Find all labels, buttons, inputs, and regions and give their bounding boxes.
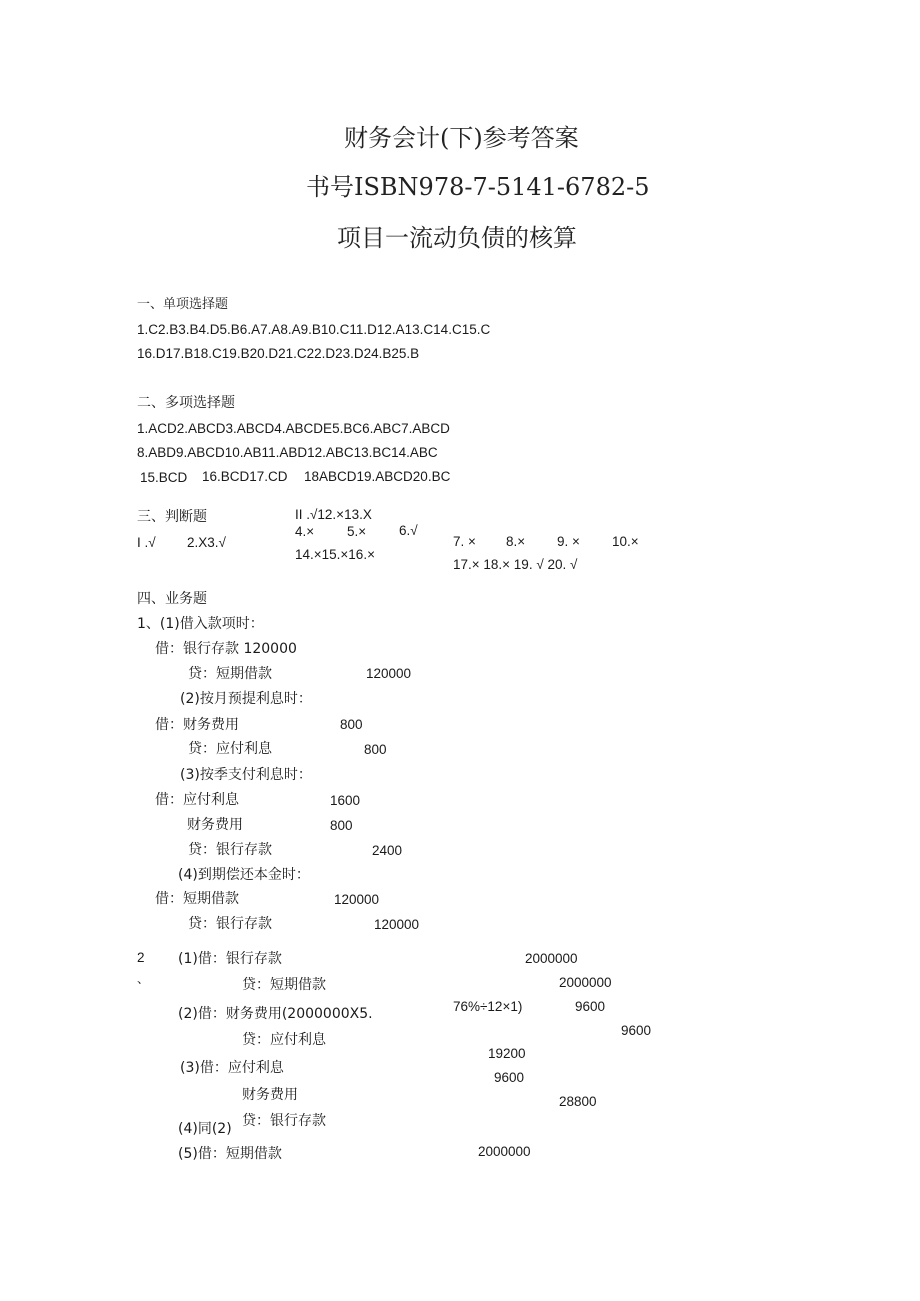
section-heading-business: 四、业务题 (137, 591, 207, 607)
q1-amount-credit-shortloan: 120000 (366, 666, 412, 681)
q2-step3-amount-debit-finexp: 9600 (494, 1070, 525, 1085)
q2-step2-amount-debit: 9600 (575, 999, 606, 1014)
q2-number: 2 (137, 950, 145, 965)
q1-part4-label: (4)到期偿还本金时： (178, 867, 310, 883)
section-heading-true-false: 三、判断题 (137, 509, 207, 525)
q2-step3-amount-credit-bank: 28800 (559, 1094, 597, 1109)
true-false-answer-1: I .√ (137, 535, 156, 550)
q1-amount-debit-shortloan: 120000 (334, 892, 380, 907)
true-false-answer-4: 4.× (295, 524, 315, 539)
q2-step1-credit-shortloan: 贷：短期借款 (242, 977, 326, 993)
section-heading-single-choice: 一、单项选择题 (137, 297, 229, 312)
q1-amount-credit-bank: 2400 (372, 843, 403, 858)
true-false-answer-5: 5.× (347, 524, 367, 539)
true-false-answer-7: 7. × (453, 534, 476, 549)
q2-number-mark: 、 (137, 972, 150, 986)
q2-step2-debit-finexp: (2)借：财务费用(2000000X5. (178, 1006, 373, 1022)
true-false-answers-2-3: 2.X3.√ (187, 535, 226, 550)
q2-step2-amount-credit: 9600 (621, 1023, 652, 1038)
q1-entry-debit-finexp-2: 财务费用 (187, 817, 243, 833)
multi-choice-answers-18-20: 18ABCD19.ABCD20.BC (304, 469, 451, 484)
true-false-answer-8: 8.× (506, 534, 526, 549)
project-title: 项目一流动负债的核算 (337, 224, 577, 252)
true-false-answer-10: 10.× (612, 534, 639, 549)
true-false-answer-9: 9. × (557, 534, 580, 549)
true-false-answer-6: 6.√ (399, 523, 418, 538)
q1-amount-credit-interest: 800 (364, 742, 387, 757)
q1-entry-credit-bank: 贷：银行存款 (188, 842, 272, 858)
q2-step3-debit-interest: (3)借：应付利息 (180, 1060, 284, 1076)
q1-entry-debit-shortloan: 借：短期借款 (155, 891, 239, 907)
q1-entry-debit-bank: 借：银行存款 120000 (155, 641, 297, 657)
q2-step3-debit-finexp: 财务费用 (242, 1087, 298, 1103)
multi-choice-answer-15: 15.BCD (140, 470, 188, 485)
q1-entry-debit-finexp: 借：财务费用 (155, 717, 239, 733)
isbn-line: 书号ISBN978-7-5141-6782-5 (306, 173, 650, 201)
section-heading-multi-choice: 二、多项选择题 (137, 395, 235, 411)
q2-step5-amount: 2000000 (478, 1144, 531, 1159)
q1-entry-credit-interest: 贷：应付利息 (188, 741, 272, 757)
true-false-answers-17-20: 17.× 18.× 19. √ 20. √ (453, 557, 578, 572)
true-false-answers-14-16: 14.×15.×16.× (295, 547, 375, 562)
q1-amount-credit-bank-2: 120000 (374, 917, 420, 932)
q1-part3-label: (3)按季支付利息时： (180, 767, 312, 783)
q2-step3-credit-bank: 贷：银行存款 (242, 1113, 326, 1129)
q2-step1-amount-debit: 2000000 (525, 951, 578, 966)
multi-choice-answers-16-17: 16.BCD17.CD (202, 469, 288, 484)
single-choice-answers-2: 16.D17.B18.C19.B20.D21.C22.D23.D24.B25.B (137, 346, 420, 361)
q1-entry-credit-shortloan: 贷：短期借款 (188, 666, 272, 682)
q2-step4: (4)同(2) (178, 1121, 232, 1137)
q2-step1-amount-credit: 2000000 (559, 975, 612, 990)
q1-amount-debit-finexp: 800 (340, 717, 363, 732)
q1-part2-label: (2)按月预提利息时： (180, 691, 312, 707)
doc-title: 财务会计(下)参考答案 (344, 124, 579, 152)
q1-entry-credit-bank-2: 贷：银行存款 (188, 916, 272, 932)
true-false-answers-11-13: II .√12.×13.X (295, 507, 372, 522)
q2-step2-credit-interest: 贷：应付利息 (242, 1032, 326, 1048)
q2-step5-debit-shortloan: (5)借：短期借款 (178, 1146, 282, 1162)
q1-amount-debit-finexp-2: 800 (330, 818, 353, 833)
q1-amount-debit-interest: 1600 (330, 793, 361, 808)
multi-choice-answers-2: 8.ABD9.ABCD10.AB11.ABD12.ABC13.BC14.ABC (137, 445, 438, 460)
q2-step2-formula-tail: 76%÷12×1) (453, 999, 523, 1014)
q2-step1-debit-bank: (1)借：银行存款 (178, 951, 282, 967)
single-choice-answers-1: 1.C2.B3.B4.D5.B6.A7.A8.A9.B10.C11.D12.A13.C14.C15.C (137, 322, 491, 337)
q1-part1-label: 1、(1)借入款项时： (137, 616, 264, 632)
multi-choice-answers-1: 1.ACD2.ABCD3.ABCD4.ABCDE5.BC6.ABC7.ABCD (137, 421, 450, 436)
q2-step3-amount-debit-interest: 19200 (488, 1046, 526, 1061)
q1-entry-debit-interest: 借：应付利息 (155, 792, 239, 808)
